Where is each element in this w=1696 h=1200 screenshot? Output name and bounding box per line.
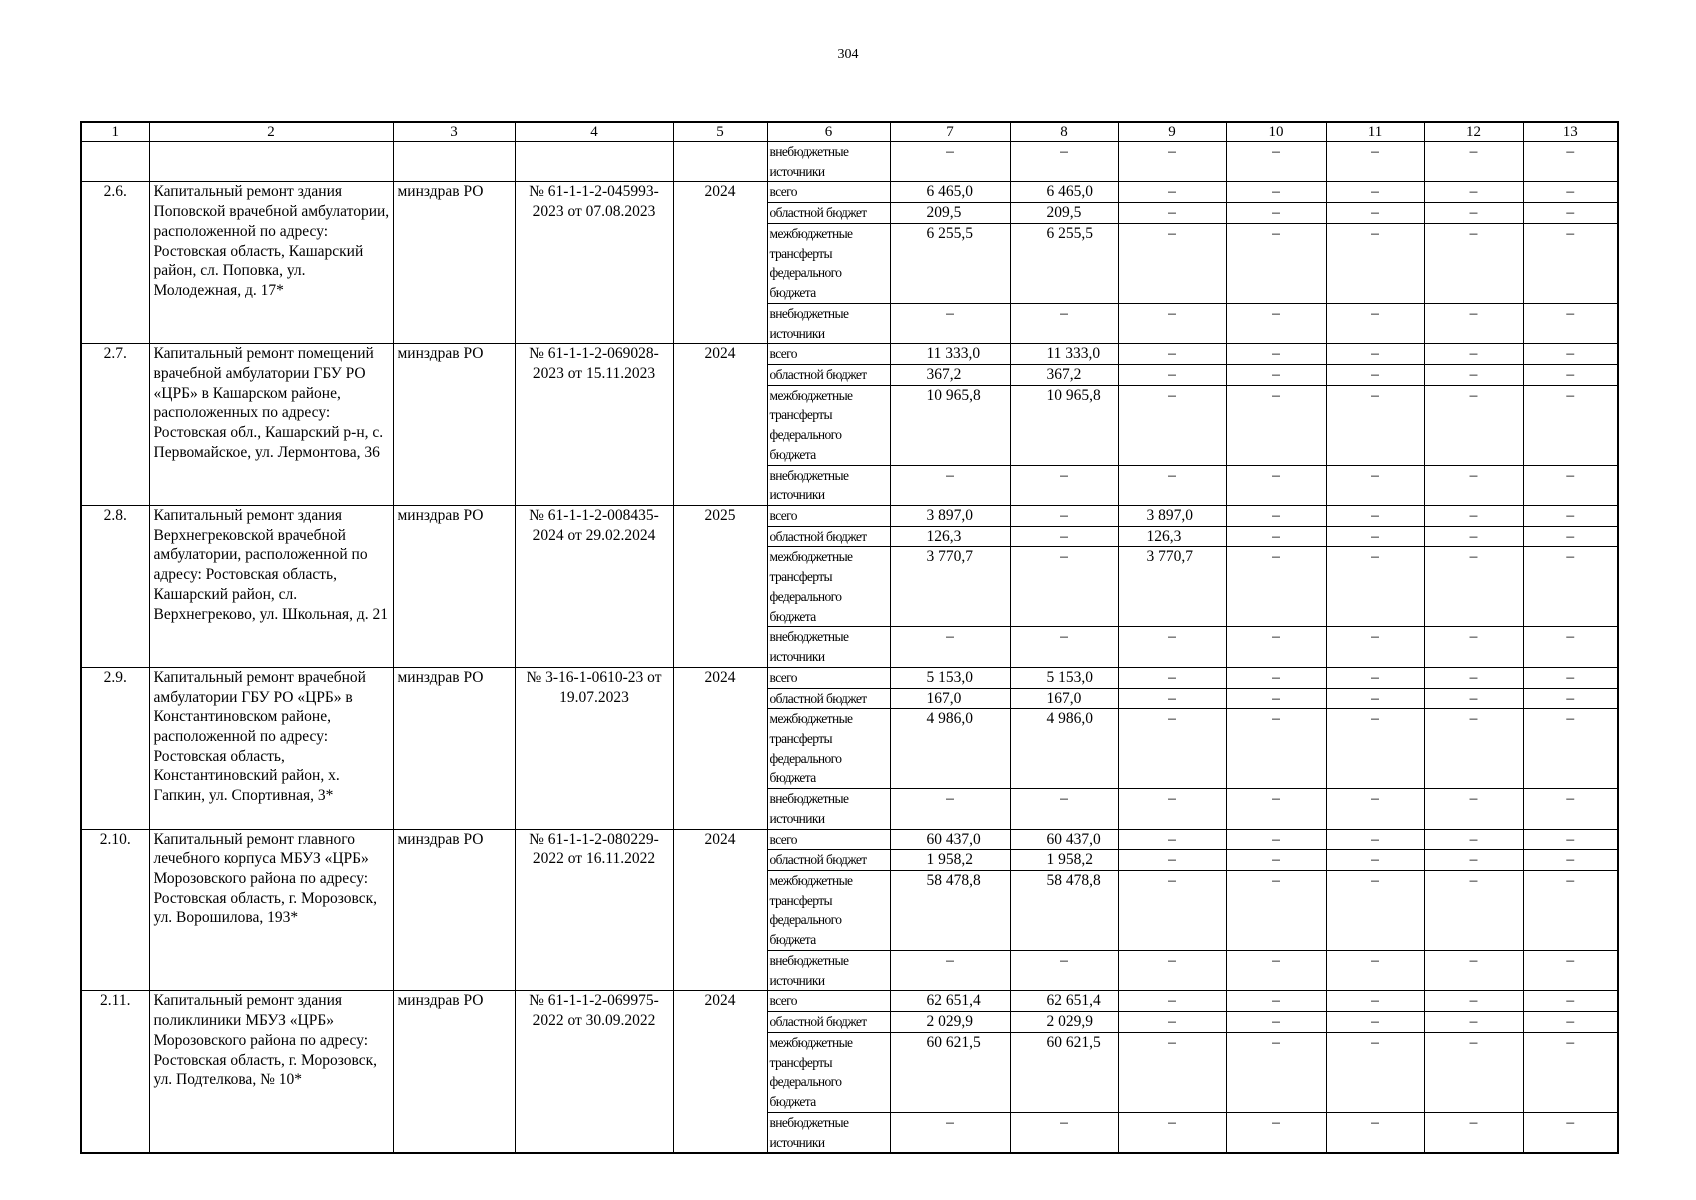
item-executor: минздрав РО: [393, 829, 515, 991]
amount-col-13: –: [1523, 465, 1618, 505]
amount-col-9: –: [1118, 344, 1226, 365]
funding-source: межбюджетные трансферты федерального бюджета: [767, 547, 890, 627]
amount-col-13: –: [1523, 547, 1618, 627]
amount-col-10: –: [1226, 688, 1326, 709]
table-row: [81, 829, 1618, 850]
header-cell: 7: [890, 122, 1010, 142]
amount-col-8: 367,2: [1010, 364, 1118, 385]
item-conclusion: № 61-1-1-2-069975-2022 от 30.09.2022: [515, 991, 673, 1153]
item-conclusion: № 3-16-1-0610-23 от 19.07.2023: [515, 667, 673, 829]
amount-col-9: –: [1118, 385, 1226, 465]
amount-col-10: –: [1226, 1012, 1326, 1033]
amount-col-13: –: [1523, 506, 1618, 527]
amount-col-10: –: [1226, 1032, 1326, 1112]
amount-col-13: –: [1523, 364, 1618, 385]
amount-col-11: –: [1326, 667, 1424, 688]
header-cell: 10: [1226, 122, 1326, 142]
amount-col-10: –: [1226, 506, 1326, 527]
item-conclusion: № 61-1-1-2-080229-2022 от 16.11.2022: [515, 829, 673, 991]
amount-col-10: –: [1226, 203, 1326, 224]
amount-col-11: –: [1326, 789, 1424, 829]
amount-col-10: –: [1226, 829, 1326, 850]
header-cell: 2: [149, 122, 393, 142]
amount-col-13: –: [1523, 789, 1618, 829]
funding-source: всего: [767, 344, 890, 365]
amount-col-9: –: [1118, 1112, 1226, 1153]
amount-col-8: –: [1010, 1112, 1118, 1153]
amount-col-9: –: [1118, 667, 1226, 688]
funding-source: межбюджетные трансферты федерального бюджета: [767, 1032, 890, 1112]
amount-col-9: –: [1118, 223, 1226, 303]
amount-col-11: –: [1326, 709, 1424, 789]
amount-col-8: 6 255,5: [1010, 223, 1118, 303]
amount-col-13: –: [1523, 1032, 1618, 1112]
amount-col-13: –: [1523, 223, 1618, 303]
amount-col-10: –: [1226, 344, 1326, 365]
funding-source: внебюджетные источники: [767, 465, 890, 505]
amount-col-12: –: [1424, 344, 1523, 365]
amount-col-13: –: [1523, 1012, 1618, 1033]
amount-col-8: 11 333,0: [1010, 344, 1118, 365]
funding-source: областной бюджет: [767, 1012, 890, 1033]
item-name: Капитальный ремонт главного лечебного корпуса МБУЗ «ЦРБ» Морозовского района по адресу: Ростовская область, г. Морозовск, ул. Ворошилова, 193*: [149, 829, 393, 991]
amount-col-10: –: [1226, 667, 1326, 688]
amount-col-10: –: [1226, 991, 1326, 1012]
header-cell: 6: [767, 122, 890, 142]
amount-col-12: –: [1424, 627, 1523, 667]
amount-col-10: –: [1226, 627, 1326, 667]
amount-col-11: –: [1326, 344, 1424, 365]
funding-source: межбюджетные трансферты федерального бюджета: [767, 709, 890, 789]
amount-col-8: 4 986,0: [1010, 709, 1118, 789]
amount-col-10: –: [1226, 303, 1326, 343]
amount-col-11: –: [1326, 627, 1424, 667]
amount-col-12: –: [1424, 709, 1523, 789]
amount-col-9: 3 770,7: [1118, 547, 1226, 627]
amount-col-12: –: [1424, 1032, 1523, 1112]
item-name: Капитальный ремонт здания поликлиники МБУЗ «ЦРБ» Морозовского района по адресу: Ростовская область, г. Морозовск, ул. Подтелкова, № 10*: [149, 991, 393, 1153]
num-cell: [81, 142, 149, 182]
value-cell: –: [1226, 142, 1326, 182]
name-cell: [149, 142, 393, 182]
amount-col-11: –: [1326, 1112, 1424, 1153]
amount-col-8: –: [1010, 951, 1118, 991]
amount-col-11: –: [1326, 829, 1424, 850]
amount-col-11: –: [1326, 871, 1424, 951]
table-row: [81, 667, 1618, 688]
funding-source: внебюджетные источники: [767, 627, 890, 667]
item-conclusion: № 61-1-1-2-008435-2024 от 29.02.2024: [515, 506, 673, 668]
amount-col-7: 3 897,0: [890, 506, 1010, 527]
amount-col-12: –: [1424, 465, 1523, 505]
funding-source: всего: [767, 991, 890, 1012]
funding-source: внебюджетные источники: [767, 789, 890, 829]
amount-col-12: –: [1424, 223, 1523, 303]
amount-col-12: –: [1424, 789, 1523, 829]
amount-col-12: –: [1424, 829, 1523, 850]
amount-col-11: –: [1326, 303, 1424, 343]
item-number: 2.10.: [81, 829, 149, 991]
amount-col-7: 58 478,8: [890, 871, 1010, 951]
item-name: Капитальный ремонт врачебной амбулатории ГБУ РО «ЦРБ» в Константиновском районе, расположенной по адресу: Ростовская область, Константиновский район, х. Гапкин, ул. Спортивная, 3*: [149, 667, 393, 829]
amount-col-10: –: [1226, 709, 1326, 789]
value-cell: –: [1326, 142, 1424, 182]
amount-col-11: –: [1326, 465, 1424, 505]
amount-col-7: 10 965,8: [890, 385, 1010, 465]
amount-col-13: –: [1523, 829, 1618, 850]
amount-col-10: –: [1226, 526, 1326, 547]
amount-col-11: –: [1326, 1012, 1424, 1033]
header-cell: 5: [673, 122, 767, 142]
amount-col-8: 60 437,0: [1010, 829, 1118, 850]
funding-source: межбюджетные трансферты федерального бюджета: [767, 871, 890, 951]
amount-col-10: –: [1226, 951, 1326, 991]
amount-col-7: –: [890, 465, 1010, 505]
amount-col-7: –: [890, 303, 1010, 343]
amount-col-8: –: [1010, 789, 1118, 829]
funding-source: всего: [767, 506, 890, 527]
amount-col-8: 10 965,8: [1010, 385, 1118, 465]
amount-col-11: –: [1326, 203, 1424, 224]
amount-col-13: –: [1523, 991, 1618, 1012]
funding-source: областной бюджет: [767, 203, 890, 224]
amount-col-10: –: [1226, 182, 1326, 203]
amount-col-12: –: [1424, 951, 1523, 991]
funding-source: областной бюджет: [767, 688, 890, 709]
header-row: [81, 122, 1618, 142]
amount-col-8: –: [1010, 627, 1118, 667]
amount-col-13: –: [1523, 627, 1618, 667]
amount-col-12: –: [1424, 871, 1523, 951]
amount-col-8: 167,0: [1010, 688, 1118, 709]
amount-col-13: –: [1523, 385, 1618, 465]
item-conclusion: № 61-1-1-2-069028-2023 от 15.11.2023: [515, 344, 673, 506]
amount-col-9: –: [1118, 789, 1226, 829]
amount-col-7: –: [890, 627, 1010, 667]
amount-col-8: 62 651,4: [1010, 991, 1118, 1012]
year-cell: [673, 142, 767, 182]
amount-col-9: –: [1118, 688, 1226, 709]
amount-col-11: –: [1326, 951, 1424, 991]
funding-source: всего: [767, 829, 890, 850]
funding-source: внебюджетные источники: [767, 951, 890, 991]
item-number: 2.7.: [81, 344, 149, 506]
amount-col-7: 5 153,0: [890, 667, 1010, 688]
amount-col-8: 60 621,5: [1010, 1032, 1118, 1112]
funding-source: областной бюджет: [767, 364, 890, 385]
item-number: 2.9.: [81, 667, 149, 829]
amount-col-9: –: [1118, 1012, 1226, 1033]
amount-col-8: 5 153,0: [1010, 667, 1118, 688]
table-row: [81, 344, 1618, 365]
amount-col-7: 6 465,0: [890, 182, 1010, 203]
item-number: 2.8.: [81, 506, 149, 668]
value-cell: –: [1010, 142, 1118, 182]
executor-cell: [393, 142, 515, 182]
value-cell: –: [1424, 142, 1523, 182]
amount-col-7: 11 333,0: [890, 344, 1010, 365]
funding-source: областной бюджет: [767, 850, 890, 871]
amount-col-10: –: [1226, 789, 1326, 829]
amount-col-11: –: [1326, 182, 1424, 203]
amount-col-10: –: [1226, 871, 1326, 951]
amount-col-13: –: [1523, 871, 1618, 951]
amount-col-7: –: [890, 951, 1010, 991]
amount-col-13: –: [1523, 303, 1618, 343]
amount-col-8: 6 465,0: [1010, 182, 1118, 203]
item-year: 2024: [673, 829, 767, 991]
table-row-continued: [81, 142, 1618, 182]
item-number: 2.6.: [81, 182, 149, 344]
amount-col-8: 2 029,9: [1010, 1012, 1118, 1033]
amount-col-11: –: [1326, 1032, 1424, 1112]
amount-col-9: –: [1118, 850, 1226, 871]
amount-col-13: –: [1523, 526, 1618, 547]
table-row: [81, 506, 1618, 527]
amount-col-9: –: [1118, 991, 1226, 1012]
item-name: Капитальный ремонт помещений врачебной амбулатории ГБУ РО «ЦРБ» в Кашарском районе, расположенных по адресу: Ростовская обл., Кашарский р-н, с. Первомайское, ул. Лермонтова, 36: [149, 344, 393, 506]
amount-col-8: 1 958,2: [1010, 850, 1118, 871]
amount-col-12: –: [1424, 506, 1523, 527]
funding-source: всего: [767, 182, 890, 203]
amount-col-9: –: [1118, 829, 1226, 850]
amount-col-11: –: [1326, 506, 1424, 527]
header-cell: 4: [515, 122, 673, 142]
amount-col-9: –: [1118, 709, 1226, 789]
amount-col-8: –: [1010, 303, 1118, 343]
amount-col-9: –: [1118, 364, 1226, 385]
amount-col-10: –: [1226, 1112, 1326, 1153]
value-cell: –: [1523, 142, 1618, 182]
amount-col-8: –: [1010, 526, 1118, 547]
amount-col-11: –: [1326, 364, 1424, 385]
funding-source: областной бюджет: [767, 526, 890, 547]
amount-col-11: –: [1326, 547, 1424, 627]
amount-col-9: –: [1118, 303, 1226, 343]
amount-col-12: –: [1424, 1112, 1523, 1153]
amount-col-8: –: [1010, 547, 1118, 627]
item-number: 2.11.: [81, 991, 149, 1153]
amount-col-8: 209,5: [1010, 203, 1118, 224]
amount-col-13: –: [1523, 1112, 1618, 1153]
amount-col-13: –: [1523, 344, 1618, 365]
header-cell: 9: [1118, 122, 1226, 142]
amount-col-9: –: [1118, 951, 1226, 991]
page-number: 304: [837, 47, 859, 62]
item-year: 2024: [673, 667, 767, 829]
item-name: Капитальный ремонт здания Верхнегрековской врачебной амбулатории, расположенной по адресу: Ростовская область, Кашарский район, сл. Верхнегреково, ул. Школьная, д. 21: [149, 506, 393, 668]
header-cell: 3: [393, 122, 515, 142]
funding-source: внебюджетные источники: [767, 303, 890, 343]
funding-source: межбюджетные трансферты федерального бюджета: [767, 223, 890, 303]
table-body: [81, 122, 1618, 1153]
amount-col-13: –: [1523, 688, 1618, 709]
amount-col-9: –: [1118, 182, 1226, 203]
amount-col-12: –: [1424, 850, 1523, 871]
header-cell: 11: [1326, 122, 1424, 142]
amount-col-12: –: [1424, 385, 1523, 465]
amount-col-9: –: [1118, 203, 1226, 224]
amount-col-7: 2 029,9: [890, 1012, 1010, 1033]
item-executor: минздрав РО: [393, 344, 515, 506]
amount-col-13: –: [1523, 951, 1618, 991]
amount-col-7: 126,3: [890, 526, 1010, 547]
item-executor: минздрав РО: [393, 182, 515, 344]
amount-col-8: –: [1010, 506, 1118, 527]
amount-col-13: –: [1523, 667, 1618, 688]
amount-col-7: 60 437,0: [890, 829, 1010, 850]
header-cell: 12: [1424, 122, 1523, 142]
amount-col-12: –: [1424, 303, 1523, 343]
amount-col-11: –: [1326, 223, 1424, 303]
value-cell: –: [890, 142, 1010, 182]
amount-col-9: –: [1118, 465, 1226, 505]
amount-col-10: –: [1226, 465, 1326, 505]
amount-col-11: –: [1326, 850, 1424, 871]
amount-col-12: –: [1424, 203, 1523, 224]
item-conclusion: № 61-1-1-2-045993-2023 от 07.08.2023: [515, 182, 673, 344]
amount-col-12: –: [1424, 526, 1523, 547]
amount-col-10: –: [1226, 364, 1326, 385]
amount-col-7: 62 651,4: [890, 991, 1010, 1012]
amount-col-8: –: [1010, 465, 1118, 505]
amount-col-7: –: [890, 1112, 1010, 1153]
budget-table: [80, 121, 1619, 1154]
amount-col-7: 1 958,2: [890, 850, 1010, 871]
amount-col-12: –: [1424, 1012, 1523, 1033]
amount-col-7: 167,0: [890, 688, 1010, 709]
amount-col-12: –: [1424, 364, 1523, 385]
amount-col-10: –: [1226, 547, 1326, 627]
header-cell: 13: [1523, 122, 1618, 142]
amount-col-11: –: [1326, 688, 1424, 709]
conclusion-cell: [515, 142, 673, 182]
item-year: 2025: [673, 506, 767, 668]
item-year: 2024: [673, 991, 767, 1153]
item-executor: минздрав РО: [393, 667, 515, 829]
table-row: [81, 182, 1618, 203]
amount-col-7: 367,2: [890, 364, 1010, 385]
item-executor: минздрав РО: [393, 991, 515, 1153]
amount-col-12: –: [1424, 991, 1523, 1012]
amount-col-11: –: [1326, 526, 1424, 547]
amount-col-10: –: [1226, 385, 1326, 465]
amount-col-7: 4 986,0: [890, 709, 1010, 789]
amount-col-12: –: [1424, 182, 1523, 203]
item-year: 2024: [673, 182, 767, 344]
funding-source: внебюджетные источники: [767, 1112, 890, 1153]
amount-col-10: –: [1226, 223, 1326, 303]
amount-col-12: –: [1424, 547, 1523, 627]
table-row: [81, 991, 1618, 1012]
value-cell: –: [1118, 142, 1226, 182]
amount-col-8: 58 478,8: [1010, 871, 1118, 951]
amount-col-13: –: [1523, 850, 1618, 871]
header-cell: 8: [1010, 122, 1118, 142]
amount-col-7: 60 621,5: [890, 1032, 1010, 1112]
amount-col-12: –: [1424, 667, 1523, 688]
item-name: Капитальный ремонт здания Поповской врачебной амбулатории, расположенной по адресу: Ростовская область, Кашарский район, сл. Поповка, ул. Молодежная, д. 17*: [149, 182, 393, 344]
amount-col-7: 6 255,5: [890, 223, 1010, 303]
funding-source: межбюджетные трансферты федерального бюджета: [767, 385, 890, 465]
item-year: 2024: [673, 344, 767, 506]
amount-col-9: –: [1118, 871, 1226, 951]
funding-source: всего: [767, 667, 890, 688]
amount-col-11: –: [1326, 991, 1424, 1012]
amount-col-9: –: [1118, 627, 1226, 667]
amount-col-11: –: [1326, 385, 1424, 465]
amount-col-13: –: [1523, 709, 1618, 789]
amount-col-9: 3 897,0: [1118, 506, 1226, 527]
amount-col-13: –: [1523, 203, 1618, 224]
amount-col-7: –: [890, 789, 1010, 829]
source-cell: внебюджетные источники: [767, 142, 890, 182]
amount-col-13: –: [1523, 182, 1618, 203]
header-cell: 1: [81, 122, 149, 142]
amount-col-12: –: [1424, 688, 1523, 709]
amount-col-9: –: [1118, 1032, 1226, 1112]
amount-col-7: 3 770,7: [890, 547, 1010, 627]
item-executor: минздрав РО: [393, 506, 515, 668]
amount-col-9: 126,3: [1118, 526, 1226, 547]
amount-col-7: 209,5: [890, 203, 1010, 224]
amount-col-10: –: [1226, 850, 1326, 871]
